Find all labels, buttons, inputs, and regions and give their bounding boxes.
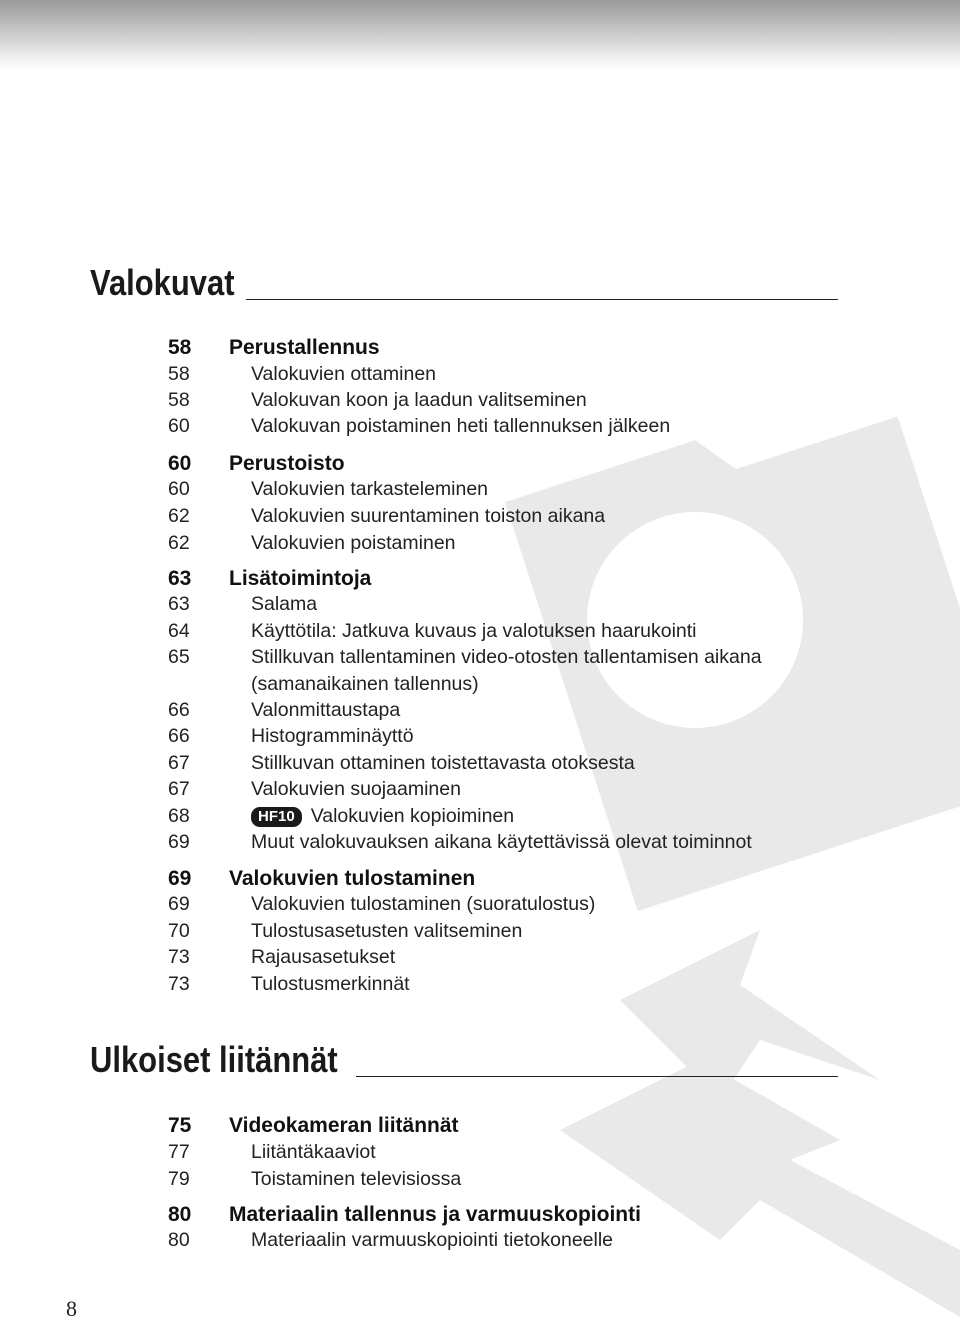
toc-entry-title: Muut valokuvauksen aikana käytettävissä olevat toiminnot [251,831,752,853]
toc-group-title: Videokameran liitännät [229,1114,459,1137]
toc-entry-title: Liitäntäkaaviot [251,1141,376,1163]
toc-group-title: Perustoisto [229,452,345,475]
toc-entry-title: Histogramminäyttö [251,725,414,747]
toc-group-title: Valokuvien tulostaminen [229,867,476,890]
toc-group-title: Materiaalin tallennus ja varmuuskopiointi [229,1203,641,1226]
toc-page-number: 63 [168,567,192,590]
toc-page-number: 67 [168,752,190,774]
toc-page-number: 60 [168,452,192,475]
toc-page-number: 58 [168,336,192,359]
toc-entry-title: Valokuvan koon ja laadun valitseminen [251,389,587,411]
toc-page-number: 60 [168,478,190,500]
toc-entry-title-with-badge [251,803,514,830]
heading-rule [246,299,838,300]
toc-page-number: 66 [168,699,190,721]
toc-page-number: 64 [168,620,190,642]
toc-page-number: 58 [168,363,190,385]
toc-entry-title: Valokuvien kopioiminen [310,805,515,827]
toc-entry-title: Stillkuvan tallentaminen video-otosten tallentamisen aikana [251,646,762,668]
toc-entry-title: Tulostusasetusten valitseminen [251,920,523,942]
toc-page-number: 62 [168,532,190,554]
toc-page-number: 73 [168,973,190,995]
toc-page-number: 66 [168,725,190,747]
toc-entry-title: Salama [251,593,318,615]
toc-entry-title: Valokuvien ottaminen [251,363,437,385]
toc-page-number: 69 [168,831,190,853]
toc-page-number: 77 [168,1141,190,1163]
toc-page-number: 62 [168,505,190,527]
toc-entry-title: Stillkuvan ottaminen toistettavasta otoksesta [251,752,635,774]
toc-entry-title: Rajausasetukset [251,946,396,968]
toc-entry-title: Valokuvien poistaminen [251,532,456,554]
toc-page-number: 69 [168,893,190,915]
toc-entry-title: Valokuvien suurentaminen toiston aikana [251,505,606,527]
toc-entry-title: Käyttötila: Jatkuva kuvaus ja valotuksen haarukointi [251,620,697,642]
toc-page-number: 75 [168,1114,192,1137]
toc-page-number: 73 [168,946,190,968]
toc-entry-title: Valokuvien tarkasteleminen [251,478,489,500]
section-heading-ulkoiset-liitannat: Ulkoiset liitännät [90,1039,338,1080]
toc-entry-title: Materiaalin varmuuskopiointi tietokoneelle [251,1229,614,1251]
toc-entry-title: Toistaminen televisiossa [251,1168,462,1190]
toc-page-number: 65 [168,646,190,668]
toc-entry-title: Tulostusmerkinnät [251,973,410,995]
toc-entry-title: (samanaikainen tallennus) [251,673,479,695]
toc-entry-title: Valokuvien tulostaminen (suoratulostus) [251,893,596,915]
toc-page-number: 69 [168,867,192,890]
toc-group-title: Lisätoimintoja [229,567,372,590]
toc-page-number: 60 [168,415,190,437]
toc-entry-title: Valonmittaustapa [251,699,401,721]
toc-page-number: 80 [168,1229,190,1251]
toc-group-title: Perustallennus [229,336,380,359]
connection-arrow-icon [560,930,960,1317]
toc-page-number: 67 [168,778,190,800]
toc-entry-title: Valokuvan poistaminen heti tallennuksen jälkeen [251,415,671,437]
section-heading-valokuvat: Valokuvat [90,262,235,303]
toc-page-number: 79 [168,1168,190,1190]
model-badge: HF10 [251,807,302,827]
toc-entry-title: Valokuvien suojaaminen [251,778,461,800]
heading-rule [356,1076,838,1077]
toc-page-number: 80 [168,1203,192,1226]
toc-page-number: 70 [168,920,190,942]
toc-page-number: 68 [168,805,190,827]
toc-page-number: 58 [168,389,190,411]
page-number: 8 [66,1296,77,1321]
toc-page-number: 63 [168,593,190,615]
